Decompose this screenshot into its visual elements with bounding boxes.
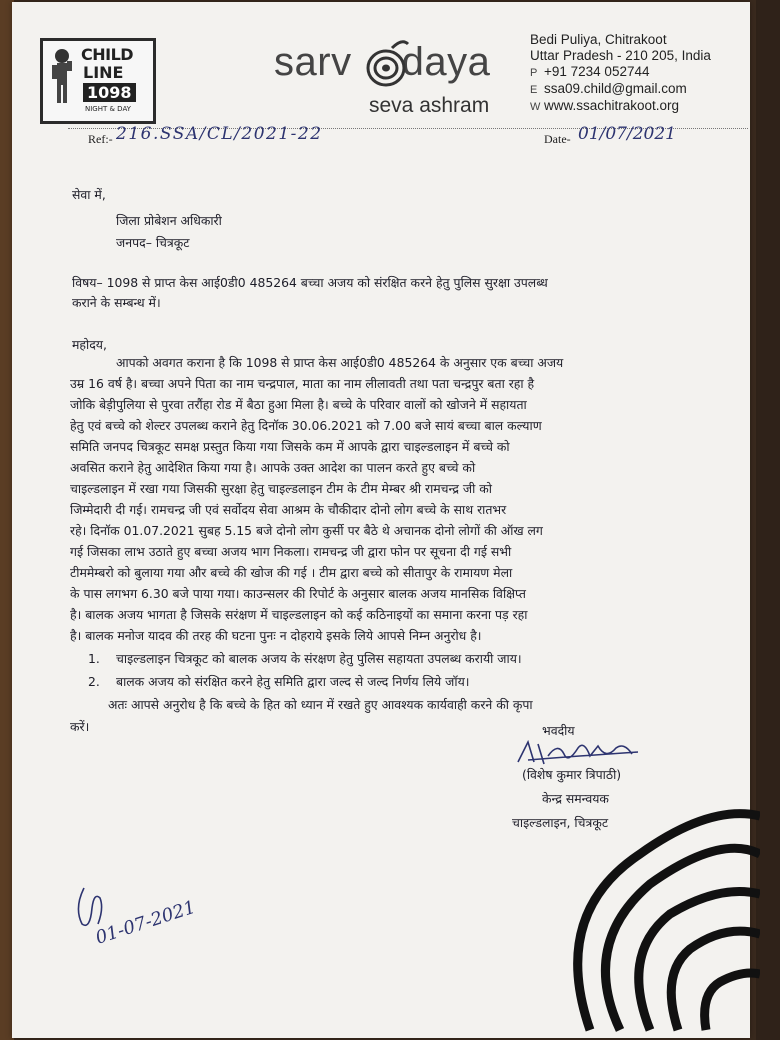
ref-number: 216.SSA/CL/2021-22 [116, 124, 323, 144]
signatory-designation: केन्द्र समन्वयक [542, 791, 609, 806]
subject-line-1: विषय– 1098 से प्राप्त केस आई0डी0 485264 बच्चा अजय को संरक्षित करने हेतु पुलिस सुरक्षा उपलब्ध [72, 275, 548, 290]
phone-number: +91 7234 052744 [544, 64, 650, 79]
body-line: गई जिसका लाभ उठाते हुए बच्चा अजय भाग निकला। रामचन्द्र जी द्वारा फोन पर सूचना दी गई सभी [70, 544, 512, 559]
address-line-1: Bedi Puliya, Chitrakoot [530, 32, 667, 47]
request-text: चाइल्डलाइन चित्रकूट को बालक अजय के संरक्षण हेतु पुलिस सहायता उपलब्ध करायी जाय। [116, 651, 522, 666]
childline-number: 1098 [83, 83, 136, 102]
phone-prefix: P [530, 67, 538, 79]
childline-word-line: LINE [83, 63, 124, 82]
body-line: समिति जनपद चित्रकूट समक्ष प्रस्तुत किया गया जिसके कम में आपके द्वारा चाइल्डलाइन में बच्चे को [70, 439, 510, 454]
request-item-1 [88, 650, 522, 667]
fingerprint-swirl-icon [362, 38, 410, 90]
signatory-name: (विशेष कुमार त्रिपाठी) [522, 767, 622, 782]
phone-line [530, 64, 711, 81]
closing-line-2: करें। [70, 719, 90, 734]
body-line: टीममेम्बरो को बुलाया गया और बच्चे की खोज की गई । टीम द्वारा बच्चे को सीतापुर के रामायण मेला [70, 565, 513, 580]
recipient-line-2: जनपद– चित्रकूट [116, 235, 190, 250]
address-line-2: Uttar Pradesh - 210 205, India [530, 48, 711, 63]
letter-page [12, 2, 750, 1038]
body-line: उम्र 16 वर्ष है। बच्चा अपने पिता का नाम चन्द्रपाल, माता का नाम लीलावती तथा पता चन्द्रपुर बता रहा है [70, 376, 535, 391]
signatory-organization: चाइल्डलाइन, चित्रकूट [512, 815, 609, 830]
fingerprint-watermark-icon [560, 794, 760, 1034]
brand-word-right: daya [401, 40, 491, 84]
request-number: 1. [88, 651, 100, 666]
sarvodaya-logo [274, 40, 524, 120]
body-line: के पास लगभग 6.30 बजे पाया गया। काउन्सलर की रिपोर्ट के अनुसार बालक अजय मानसिक विक्षिप्त [70, 586, 526, 601]
recipient-line-1: जिला प्रोबेशन अधिकारी [116, 213, 222, 228]
brand-subtitle: seva ashram [369, 94, 490, 117]
request-item-2 [88, 673, 469, 690]
initials-date-text: 01-07-2021 [93, 896, 199, 949]
website: www.ssachitrakoot.org [544, 98, 680, 113]
date-label: Date- [544, 132, 571, 146]
yours-faithfully: भवदीय [542, 723, 575, 738]
web-prefix: W [530, 101, 541, 113]
childline-word-child: CHILD [81, 45, 134, 64]
greeting: महोदय, [72, 337, 107, 352]
email-prefix: E [530, 84, 538, 96]
email-line [530, 81, 711, 98]
body-line: हेतु एवं बच्चे को शेल्टर उपलब्ध कराने हेतु दिनॉक 30.06.2021 को 7.00 बजे सायं बच्चा बाल कल्याण [70, 418, 542, 433]
letter-date: 01/07/2021 [578, 124, 676, 144]
childline-logo [40, 38, 156, 124]
subject-line-2: कराने के सम्बन्ध में। [72, 295, 161, 310]
body-line: जिम्मेदारी दी गई। रामचन्द्र जी एवं सर्वोदय सेवा आश्रम के चौकीदार दोनो लोग बच्चे के साथ रातभर [70, 502, 507, 517]
contact-block [530, 32, 711, 115]
child-figure-icon [49, 47, 75, 107]
email-address: ssa09.child@gmail.com [544, 81, 687, 96]
salutation-to: सेवा में, [72, 187, 106, 202]
handwritten-initials-date [70, 878, 210, 958]
body-line: जोकि बेड़ीपुलिया से पुरवा तरौंहा रोड में बैठा हुआ मिला है। बच्चे के परिवार वालों को खोजने में सहायता [70, 397, 527, 412]
body-line: है। बालक अजय भागता है जिसके सरंक्षण में चाइल्डलाइन को कई कठिनाइयों का समाना करना पड़ रहा [70, 607, 528, 622]
brand-word-left: sarv [274, 40, 352, 84]
body-line: चाइल्डलाइन में रखा गया जिसकी सुरक्षा हेतु चाइल्डलाइन टीम के टीम मेम्बर श्री रामचन्द्र जी को [70, 481, 492, 496]
closing-line-1: अतः आपसे अनुरोध है कि बच्चे के हित को ध्यान में रखते हुए आवश्यक कार्यवाही करने की कृपा [108, 697, 533, 712]
request-number: 2. [88, 674, 100, 689]
request-text: बालक अजय को संरक्षित करने हेतु समिति द्वारा जल्द से जल्द निर्णय लिये जॉय। [116, 674, 470, 689]
body-line: रहे। दिनॉक 01.07.2021 सुबह 5.15 बजे दोनो लोग कुर्सी पर बैठे थे अचानक दोनो लोगों की ऑख लग [70, 523, 543, 538]
web-line [530, 98, 711, 115]
body-line: आपको अवगत कराना है कि 1098 से प्राप्त केस आई0डी0 485264 के अनुसार एक बच्चा अजय [116, 355, 564, 370]
body-line: है। बालक मनोज यादव की तरह की घटना पुनः न दोहराये इसके लिये आपसे निम्न अनुरोध है। [70, 628, 482, 643]
body-line: अवसित कराने हेतु आदेशित किया गया है। आपके उक्त आदेश का पालन करते हुए बच्चे को [70, 460, 476, 475]
childline-tagline: NIGHT & DAY [85, 105, 131, 113]
ref-label: Ref:- [88, 132, 113, 146]
